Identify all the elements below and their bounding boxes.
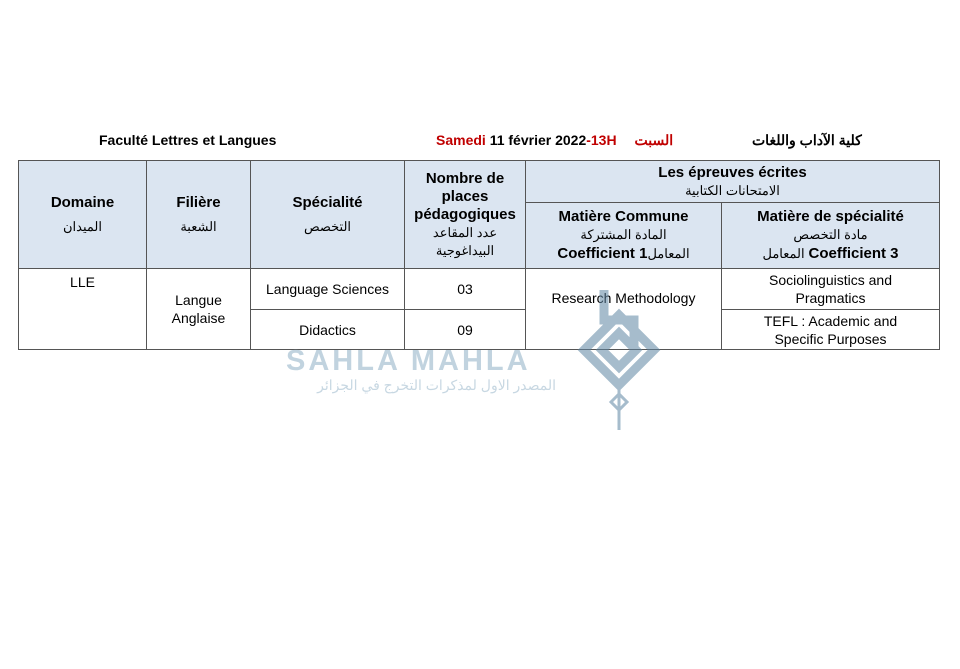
date-time: -13H xyxy=(586,132,617,148)
header-specialite-matiere-ar: مادة التخصص xyxy=(793,227,868,242)
header-specialite-label: Spécialité xyxy=(292,193,363,211)
specialite-coef-label: Coefficient 3 xyxy=(808,245,899,262)
date-day: Samedi xyxy=(436,132,486,148)
header-epreuves-ar: الامتحانات الكتابية xyxy=(685,182,780,198)
cell-places: 03 xyxy=(405,269,526,310)
header-filiere-ar: الشعبة xyxy=(180,218,217,234)
watermark-subtitle: المصدر الاول لمذكرات التخرج في الجزائر xyxy=(317,377,556,393)
header-matiere-specialite xyxy=(722,203,940,269)
date-rest: 11 février 2022 xyxy=(485,132,587,148)
watermark-title: SAHLA MAHLA xyxy=(286,345,531,377)
header-domaine-ar: الميدان xyxy=(63,218,102,234)
specialite-coef-ar: المعامل xyxy=(762,246,805,261)
header-domaine-label: Domaine xyxy=(50,193,115,211)
header-matiere-commune xyxy=(526,203,722,269)
cell-specialty-subject: TEFL : Academic and Specific Purposes xyxy=(722,310,940,350)
header-specialite-matiere-label: Matière de spécialité xyxy=(757,208,904,225)
header-commune-coef xyxy=(528,244,719,263)
commune-coef-ar: المعامل xyxy=(647,246,690,261)
header-commune-label: Matière Commune xyxy=(558,208,689,225)
header-specialite xyxy=(251,161,405,269)
date-day-ar: السبت xyxy=(634,132,674,148)
cell-specialite: Language Sciences xyxy=(251,269,405,310)
cell-common-subject: Research Methodology xyxy=(526,269,722,350)
header-places-ar: عدد المقاعد البيداغوجية xyxy=(432,224,498,258)
header-commune-ar: المادة المشتركة xyxy=(580,227,667,242)
header-epreuves-label: Les épreuves écrites xyxy=(658,163,807,181)
header-specialite-coef xyxy=(724,244,937,263)
header-domaine xyxy=(19,161,147,269)
header-filiere-label: Filière xyxy=(176,193,221,211)
cell-domaine: LLE xyxy=(19,269,147,350)
commune-coef-label: Coefficient 1 xyxy=(557,245,648,262)
exam-date xyxy=(436,132,673,149)
table-row xyxy=(19,269,940,310)
faculty-name-ar: كلية الآداب واللغات xyxy=(752,132,862,148)
cell-filiere: Langue Anglaise xyxy=(147,269,251,350)
cell-specialty-subject: Sociolinguistics and Pragmatics xyxy=(722,269,940,310)
cell-places: 09 xyxy=(405,310,526,350)
header-specialite-ar: التخصص xyxy=(303,218,352,234)
cell-specialite: Didactics xyxy=(251,310,405,350)
header-places-label: Nombre de places pédagogiques xyxy=(414,169,516,223)
faculty-name-fr: Faculté Lettres et Langues xyxy=(99,132,277,148)
header-places xyxy=(405,161,526,269)
header-filiere xyxy=(147,161,251,269)
header-epreuves xyxy=(526,161,940,203)
exam-schedule-table xyxy=(18,160,940,350)
